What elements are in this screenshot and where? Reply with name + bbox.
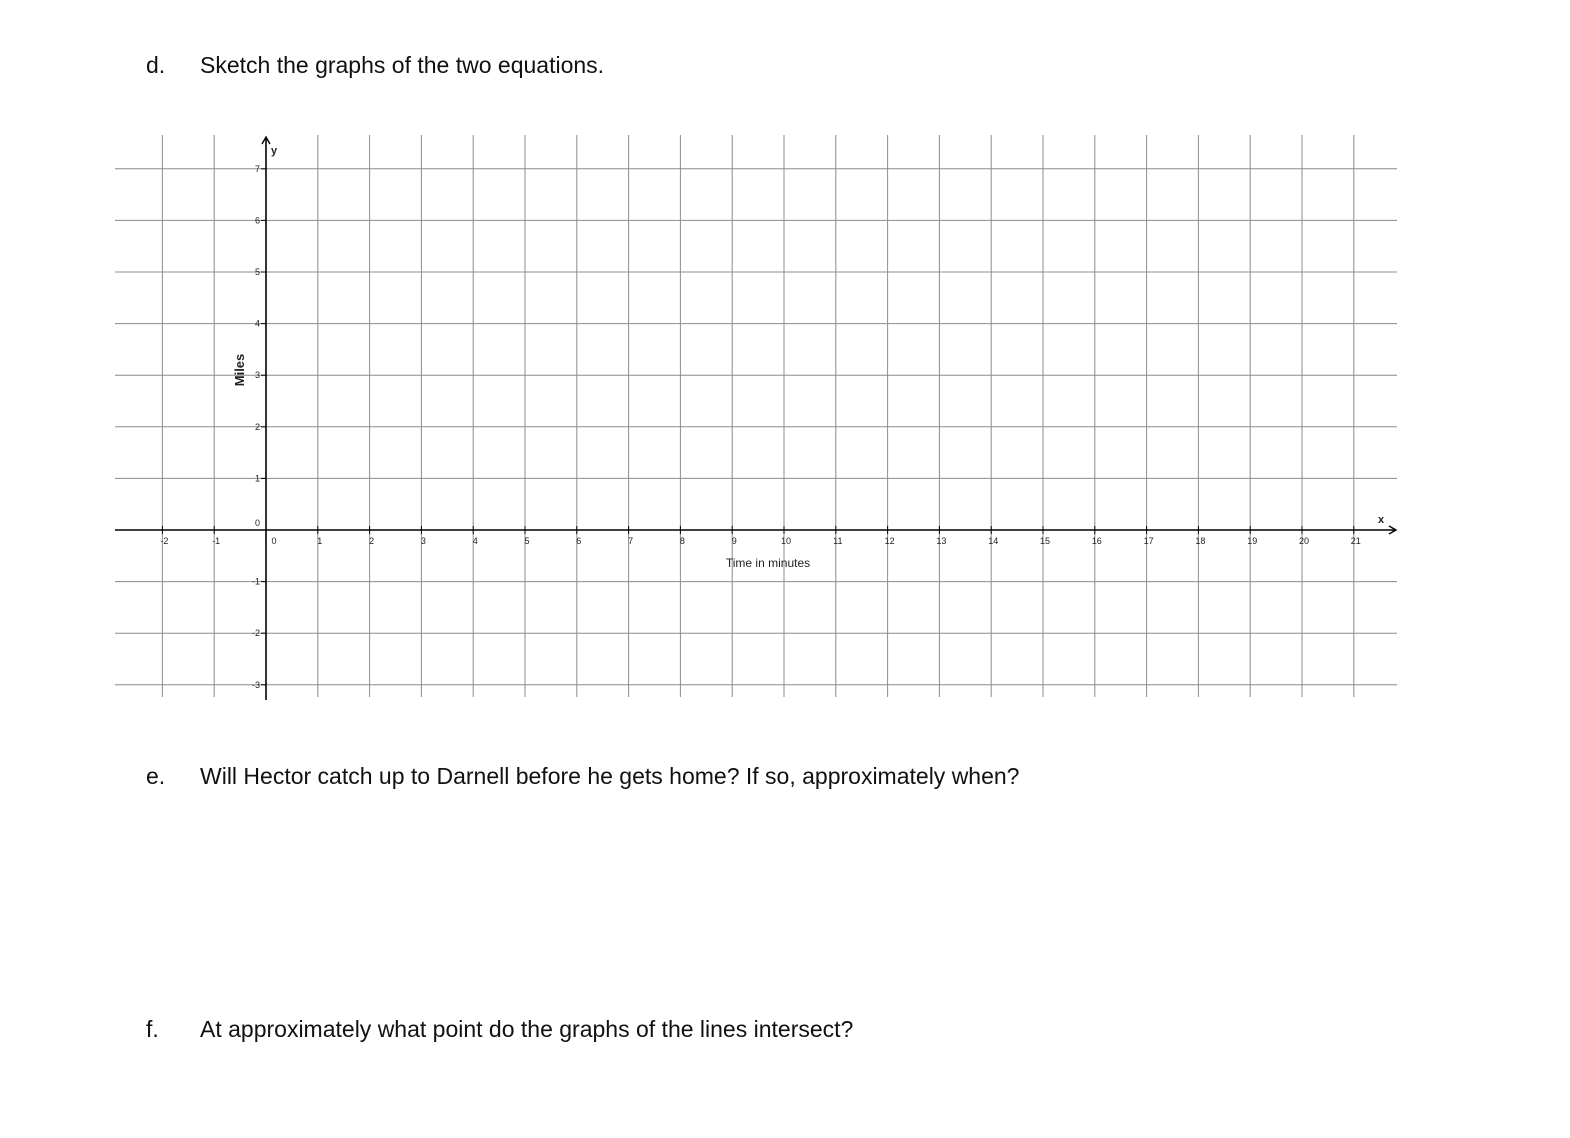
- x-axis-name: x: [1378, 514, 1385, 526]
- y-tick-label: 6: [254, 215, 260, 226]
- question-d-text: Sketch the graphs of the two equations.: [200, 52, 605, 78]
- x-tick-label: 13: [936, 536, 947, 546]
- x-tick-label: 9: [731, 536, 737, 546]
- x-tick-label: 5: [524, 536, 530, 546]
- question-e-letter: e.: [146, 763, 166, 789]
- x-tick-label: 1: [317, 536, 323, 546]
- x-tick-label: 3: [420, 536, 426, 546]
- x-tick-label: 20: [1298, 536, 1310, 546]
- question-e-text: Will Hector catch up to Darnell before he gets home? If so, approximately when?: [200, 763, 1020, 789]
- x-tick-label: -2: [160, 536, 169, 546]
- grid-lines: [115, 135, 1397, 697]
- y-tick-label: 2: [254, 421, 260, 432]
- y-axis-label: Miles: [232, 353, 247, 387]
- question-f-text: At approximately what point do the graphs of the lines intersect?: [200, 1016, 854, 1042]
- x-tick-label: 11: [833, 536, 843, 546]
- x-tick-label: 8: [679, 536, 685, 546]
- x-tick-label: 19: [1247, 536, 1258, 546]
- y-tick-label: 5: [254, 267, 260, 277]
- x-tick-label: 7: [628, 536, 634, 546]
- y-tick-label: 7: [254, 163, 260, 174]
- y-tick-label: 4: [254, 318, 260, 329]
- x-axis-label: Time in minutes: [725, 556, 811, 570]
- y-tick-label: 0: [254, 518, 260, 528]
- x-tick-label: -1: [212, 536, 221, 546]
- y-tick-label: -1: [251, 576, 260, 587]
- x-tick-label: 6: [576, 536, 582, 546]
- x-tick-label: 18: [1195, 536, 1206, 546]
- axes: [115, 137, 1396, 700]
- x-tick-label: 2: [369, 536, 375, 546]
- x-tick-label: 21: [1350, 536, 1361, 546]
- x-tick-label: 16: [1091, 536, 1102, 546]
- y-tick-label: 3: [254, 370, 260, 381]
- x-tick-label: 12: [884, 536, 895, 546]
- y-tick-label: -3: [251, 679, 260, 690]
- x-tick-label: 0: [271, 536, 277, 546]
- x-tick-label: 10: [780, 536, 792, 546]
- y-tick-label: 1: [254, 473, 260, 484]
- x-tick-label: 15: [1039, 536, 1051, 546]
- question-d-letter: d.: [146, 52, 166, 78]
- y-tick-label: -2: [251, 628, 260, 639]
- x-tick-label: 17: [1143, 536, 1154, 546]
- x-tick-label: 14: [988, 536, 999, 546]
- question-f-letter: f.: [146, 1016, 159, 1042]
- y-axis-name: y: [271, 145, 278, 157]
- x-tick-label: 4: [472, 536, 478, 546]
